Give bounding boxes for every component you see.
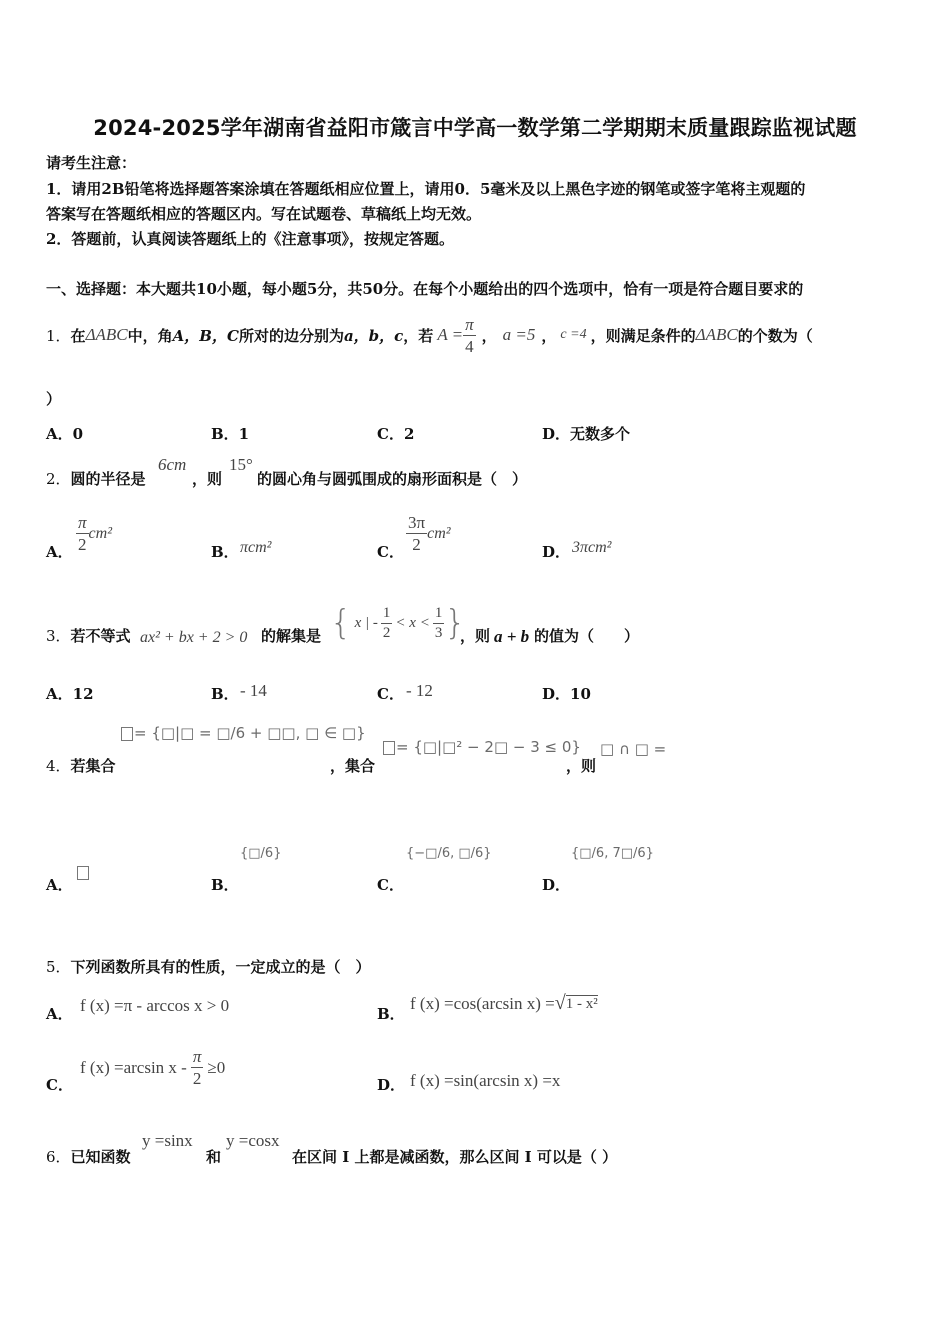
q6-function-1: y =sinx: [142, 1131, 193, 1150]
q1-text: 的个数为（: [737, 326, 813, 345]
q3-option-c[interactable]: C．: [377, 685, 404, 703]
q4-text: 若集合: [70, 757, 116, 775]
q1-side-c: c =4: [560, 327, 587, 342]
q1-fraction: [463, 316, 476, 355]
question-6: [46, 1146, 131, 1167]
q1-triangle: ΔABC: [695, 325, 738, 344]
q2-option-c-value: $\frac{3\pi}{2}$ cm²: [408, 513, 451, 554]
q5-option-a-value: f (x) =π - arccos x > 0: [80, 996, 230, 1015]
q5-option-b[interactable]: B．: [377, 1005, 405, 1023]
q4-option-c[interactable]: C．: [377, 876, 404, 894]
q3-a-plus-b: a + b: [494, 627, 530, 646]
q5-option-d-value: f (x) =sin(arcsin x) =x: [410, 1071, 561, 1090]
q3-text: 的值为（ ）: [534, 627, 640, 645]
q3-solution-set: { x | - $\frac{1}{2}$ < x < $\frac{1}{3}$ }: [330, 603, 466, 643]
page-title: 2024-2025学年湖南省益阳市箴言中学高一数学第二学期期末质量跟踪监视试题: [93, 116, 857, 140]
q1-option-d[interactable]: D．无数多个: [542, 425, 631, 443]
q1-four: 4: [465, 336, 474, 356]
q1-comma: ，: [541, 326, 557, 345]
question-3: [46, 625, 131, 646]
q3-option-c-value: - 12: [406, 681, 433, 700]
q4-option-c-value: {−□/6, □/6}: [406, 846, 492, 861]
q2-option-b[interactable]: B．: [211, 543, 239, 561]
q1-sides: a，b，c: [343, 326, 404, 345]
question-5: [46, 956, 371, 977]
q4-option-d-value: {□/6, 7□/6}: [571, 846, 654, 861]
notice-heading: 请考生注意：: [46, 154, 137, 172]
q1-pi: π: [465, 314, 474, 334]
q3-option-b[interactable]: B．: [211, 685, 239, 703]
q3-inequality: ax² + bx + 2 > 0: [140, 629, 248, 646]
q5-option-b-value: f (x) =cos(arcsin x) = √ 1 - x²: [410, 992, 598, 1014]
q1-text: ，则满足条件的: [590, 326, 696, 345]
q2-option-d-value: 3πcm²: [572, 539, 612, 556]
question-2: [46, 468, 146, 489]
q2-text: ，则: [192, 470, 223, 488]
q2-option-b-value: πcm²: [240, 539, 272, 556]
q6-function-2: y =cosx: [226, 1131, 280, 1150]
q2-option-c[interactable]: C．: [377, 543, 404, 561]
q4-text: ，集合: [330, 757, 376, 775]
question-1: [46, 306, 813, 364]
q1-triangle: ΔABC: [85, 325, 128, 344]
q1-angle-a: A =: [437, 325, 464, 344]
notice-line-1: 1．请用2B铅笔将选择题答案涂填在答题纸相应位置上，请用0．5毫米及以上黑色字迹的钢笔或签字笔将主观题的: [46, 180, 806, 198]
question-4: [46, 755, 116, 776]
q4-option-b-value: {□/6}: [240, 846, 282, 861]
q1-text: 在: [70, 326, 86, 345]
q5-option-d[interactable]: D．: [377, 1076, 406, 1094]
q2-option-d[interactable]: D．: [542, 543, 571, 561]
q3-option-d[interactable]: D．10: [542, 685, 591, 703]
section-heading: 一、选择题：本大题共10小题，每小题5分，共50分。在每个小题给出的四个选项中，恰有一项是符合题目要求的: [46, 280, 804, 298]
q2-angle: 15°: [229, 455, 253, 474]
q4-number: 4．: [46, 757, 71, 775]
empty-set-icon: [77, 866, 89, 880]
q4-option-a[interactable]: A．: [46, 876, 73, 894]
q3-text: 的解集是: [261, 627, 322, 645]
q1-angles: A，B，C: [172, 326, 239, 345]
sqrt-icon: √: [554, 992, 566, 1014]
q1-text: 中，角: [127, 326, 173, 345]
q1-close-paren: ）: [46, 390, 62, 408]
q2-option-a[interactable]: A．: [46, 543, 73, 561]
q1-number: 1．: [46, 326, 71, 345]
q6-text: 在区间 I 上都是减函数，那么区间 I 可以是（ ）: [292, 1148, 618, 1166]
q1-comma: ，: [481, 326, 497, 345]
q6-text: 和: [206, 1148, 222, 1166]
q4-option-b[interactable]: B．: [211, 876, 239, 894]
q4-result: □ ∩ □ =: [600, 740, 667, 758]
q2-radius: 6cm: [158, 455, 187, 474]
q2-option-a-value: $\frac{\pi}{2}$ cm²: [78, 513, 112, 554]
q2-number: 2．: [46, 470, 71, 488]
notice-line-3: 2．答题前，认真阅读答题纸上的《注意事项》，按规定答题。: [46, 230, 454, 248]
q5-text: 下列函数所具有的性质，一定成立的是（ ）: [70, 958, 371, 976]
q3-text: ，则: [460, 627, 491, 645]
q4-text: ，则: [566, 757, 597, 775]
q1-option-a[interactable]: A．0: [46, 425, 84, 443]
q5-option-c-value: f (x) =arcsin x - $\frac{\pi}{2}$ ≥0: [80, 1047, 226, 1088]
q3-option-a[interactable]: A．12: [46, 685, 94, 703]
q6-text: 已知函数: [70, 1148, 131, 1166]
q5-number: 5．: [46, 958, 71, 976]
q2-text: 的圆心角与圆弧围成的扇形面积是（ ）: [257, 470, 528, 488]
notice-line-2: 答案写在答题纸相应的答题区内。写在试题卷、草稿纸上均无效。: [46, 205, 482, 223]
q3-text: 若不等式: [70, 627, 131, 645]
q2-text: 圆的半径是: [70, 470, 146, 488]
q6-number: 6．: [46, 1148, 71, 1166]
q1-text: ，若: [403, 326, 434, 345]
q1-option-c[interactable]: C．2: [377, 425, 415, 443]
q3-number: 3．: [46, 627, 71, 645]
q4-set-a: = {□|□ = □/6 + □□, □ ∈ □}: [120, 724, 366, 742]
q5-option-c[interactable]: C．: [46, 1076, 73, 1094]
q1-text: 所对的边分别为: [238, 326, 344, 345]
q1-option-b[interactable]: B．1: [211, 425, 250, 443]
q1-side-a: a =5: [502, 325, 536, 344]
q4-set-b: = {□|□² − 2□ − 3 ≤ 0}: [382, 738, 581, 756]
q5-option-a[interactable]: A．: [46, 1005, 73, 1023]
q3-option-b-value: - 14: [240, 681, 267, 700]
q4-option-a-value: [76, 862, 90, 881]
q4-option-d[interactable]: D．: [542, 876, 571, 894]
